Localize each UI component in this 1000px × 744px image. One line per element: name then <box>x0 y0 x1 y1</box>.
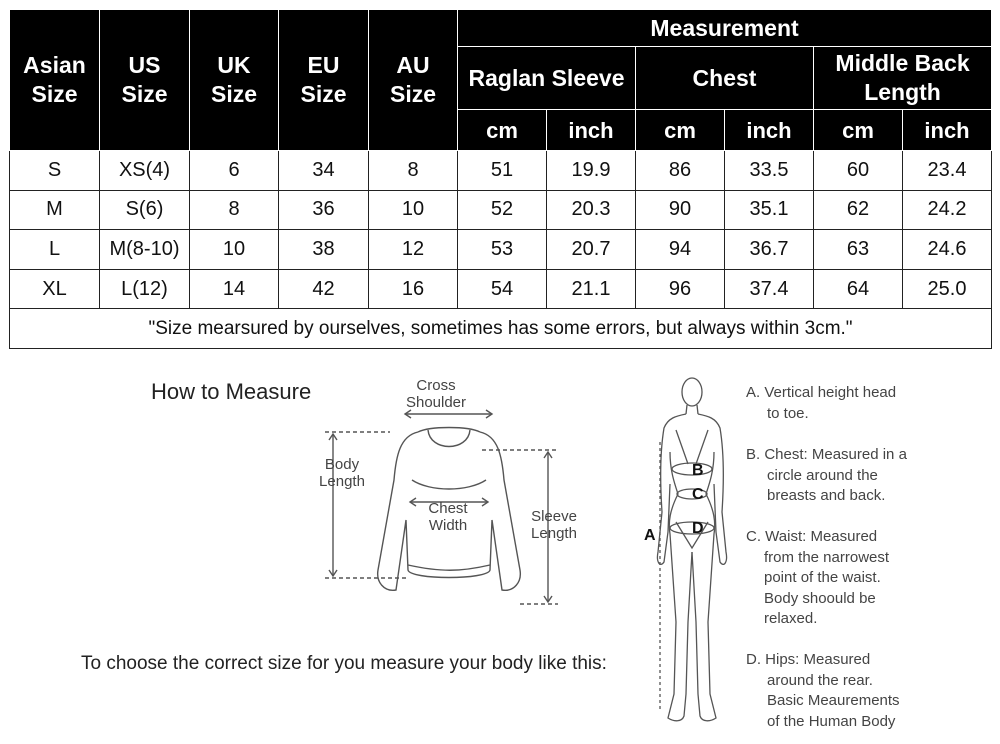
table-cell: 96 <box>636 269 725 309</box>
chest-width-label: Chest Width <box>428 500 468 534</box>
legend-b: B. Chest: Measured in a circle around the breasts and back. <box>746 446 907 504</box>
table-cell: 34 <box>279 151 369 191</box>
table-cell: 36 <box>279 190 369 230</box>
uk-size-header: UK Size <box>190 10 279 151</box>
table-cell: 36.7 <box>725 230 814 270</box>
unit-header: inch <box>725 110 814 151</box>
table-cell: L(12) <box>100 269 190 309</box>
size-chart-table <box>9 9 992 349</box>
table-cell: 94 <box>636 230 725 270</box>
measurement-note: "Size mearsured by ourselves, sometimes has some errors, but always within 3cm." <box>10 309 992 349</box>
how-to-measure-title: How to Measure <box>151 379 312 404</box>
table-cell: XL <box>10 269 100 309</box>
chest-header: Chest <box>636 47 814 110</box>
table-cell: 33.5 <box>725 151 814 191</box>
eu-size-header: EU Size <box>279 10 369 151</box>
neckline <box>428 430 470 447</box>
table-cell: 8 <box>369 151 458 191</box>
table-cell: 63 <box>814 230 903 270</box>
marker-c: C <box>692 486 704 503</box>
table-cell: 20.7 <box>547 230 636 270</box>
unit-header: inch <box>547 110 636 151</box>
table-cell: 38 <box>279 230 369 270</box>
asian-size-header: Asian Size <box>10 10 100 151</box>
table-cell: 62 <box>814 190 903 230</box>
table-cell: 60 <box>814 151 903 191</box>
table-cell: 54 <box>458 269 547 309</box>
table-cell: M(8-10) <box>100 230 190 270</box>
table-cell: 64 <box>814 269 903 309</box>
table-cell: 10 <box>190 230 279 270</box>
table-cell: 86 <box>636 151 725 191</box>
au-size-header: AU Size <box>369 10 458 151</box>
unit-header: cm <box>636 110 725 151</box>
raglan-sleeve-header: Raglan Sleeve <box>458 47 636 110</box>
table-cell: 6 <box>190 151 279 191</box>
unit-header: cm <box>458 110 547 151</box>
marker-d: D <box>692 520 704 537</box>
table-cell: 10 <box>369 190 458 230</box>
table-cell: 14 <box>190 269 279 309</box>
table-row <box>10 269 992 309</box>
table-cell: 24.2 <box>903 190 992 230</box>
table-cell: 52 <box>458 190 547 230</box>
head <box>682 378 702 406</box>
table-row <box>10 230 992 270</box>
us-size-header: US Size <box>100 10 190 151</box>
table-cell: M <box>10 190 100 230</box>
sleeve-length-label: Sleeve Length <box>531 508 577 542</box>
middle-back-length-header: Middle Back Length <box>814 47 992 110</box>
measurement-header: Measurement <box>458 10 992 47</box>
choose-size-instruction: To choose the correct size for you measure your body like this: <box>81 653 607 674</box>
unit-header: inch <box>903 110 992 151</box>
table-cell: 25.0 <box>903 269 992 309</box>
table-cell: S <box>10 151 100 191</box>
table-cell: 51 <box>458 151 547 191</box>
cross-shoulder-label: Cross Shoulder <box>405 377 467 411</box>
table-cell: 20.3 <box>547 190 636 230</box>
table-cell: 53 <box>458 230 547 270</box>
legend-a: A. Vertical height head to toe. <box>746 384 897 422</box>
table-cell: 16 <box>369 269 458 309</box>
unit-header: cm <box>814 110 903 151</box>
table-cell: 37.4 <box>725 269 814 309</box>
body-length-label: Body Length <box>319 456 365 490</box>
table-cell: 35.1 <box>725 190 814 230</box>
table-cell: L <box>10 230 100 270</box>
table-cell: 23.4 <box>903 151 992 191</box>
table-cell: 21.1 <box>547 269 636 309</box>
marker-a: A <box>644 527 656 544</box>
table-cell: 42 <box>279 269 369 309</box>
table-cell: XS(4) <box>100 151 190 191</box>
table-cell: 8 <box>190 190 279 230</box>
marker-b: B <box>692 462 704 479</box>
table-cell: 24.6 <box>903 230 992 270</box>
legend-c: C. Waist: Measured from the narrowest point of the waist. Body shoould be relaxed. <box>746 528 890 627</box>
legend-d: D. Hips: Measured around the rear. Basic Meaurements of the Human Body <box>746 651 900 730</box>
table-row <box>10 190 992 230</box>
body-diagram <box>640 372 740 740</box>
note-row <box>10 309 992 349</box>
table-cell: 12 <box>369 230 458 270</box>
table-cell: 19.9 <box>547 151 636 191</box>
table-row <box>10 151 992 191</box>
table-cell: S(6) <box>100 190 190 230</box>
table-cell: 90 <box>636 190 725 230</box>
